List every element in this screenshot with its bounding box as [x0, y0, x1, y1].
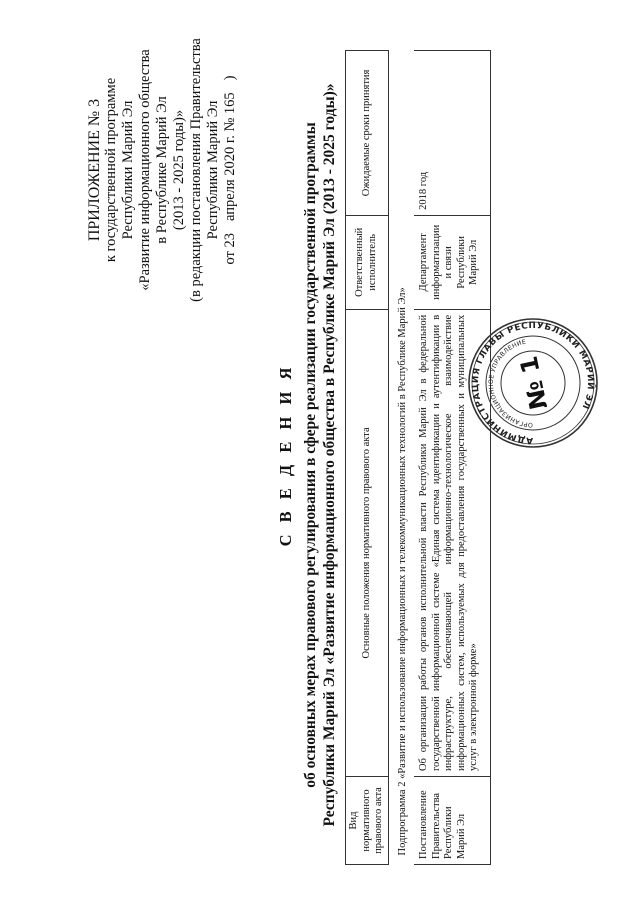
column-header-act-type: Вид нормативного правового акта [346, 777, 389, 865]
stamp-inner-text: ОРГАНИЗАЦИОННОЕ УПРАВЛЕНИЕ [487, 338, 534, 429]
stamp-number: № 1 [514, 353, 554, 413]
table-row [414, 51, 491, 865]
stamp-outer-text: АДМИНИСТРАЦИЯ ГЛАВЫ РЕСПУБЛИКИ МАРИЙ ЭЛ [470, 320, 596, 446]
document-title: С В Е Д Е Н И Я [276, 363, 295, 547]
executor-cell: Департамент информатизации и связи Республики Марий Эл [414, 215, 491, 309]
appendix-line: «Развитие информационного общества [137, 49, 153, 291]
appendix-date-line [222, 20, 239, 320]
column-header-term: Ожидаемые сроки принятия [346, 51, 389, 216]
document-subtitle: Республики Марий Эл «Развитие информационного общества в Республике Марий Эл (2013 - 2025 годы)» [321, 83, 338, 827]
appendix-line: (2013 - 2025 годы)» [171, 109, 187, 231]
appendix-line: Республики Марий Эл [120, 100, 136, 240]
appendix-line: (в редакции постановления Правительства [188, 38, 204, 302]
measures-table [345, 50, 491, 865]
act-type-cell: Постановление Правительства Республики Марий Эл [414, 777, 491, 865]
appendix-line: Республики Марий Эл [205, 100, 221, 240]
term-cell: 2018 год [414, 51, 491, 216]
appendix-line: в Республике Марий Эл [154, 96, 170, 244]
table-header-row [346, 51, 389, 865]
appendix-date-prefix: от 23 [222, 232, 238, 265]
document-subtitle: об основных мерах правового регулирования в сфере реализации государственной программы [302, 122, 319, 788]
appendix-heading: ПРИЛОЖЕНИЕ № 3 [86, 98, 103, 242]
appendix-block [86, 20, 239, 320]
provisions-cell: Об организации работы органов исполнительной власти Республики Марий Эл в федеральной государственной информационной системе «Единая система идентификации и аутентификации в инфраструктуре, обеспечивающей информационно-технологическое взаимодействие информационных систем, используемых для предоставления государственных и муниципальных услуг в электронной форме» [414, 309, 491, 776]
appendix-line: к государственной программе [103, 77, 119, 263]
official-stamp [466, 316, 600, 450]
subprogram-title: Подпрограмма 2 «Развитие и использование информационных и телекоммуникационных технологий в Республике Марий Эл» [396, 287, 408, 856]
subprogram-row [388, 51, 414, 865]
column-header-provisions: Основные положения нормативного правового акта [346, 309, 389, 776]
appendix-date-rest: апреля 2020 г. № 165 [222, 92, 238, 221]
column-header-executor: Ответственный исполнитель [346, 215, 389, 309]
appendix-date-close: ) [222, 75, 238, 81]
